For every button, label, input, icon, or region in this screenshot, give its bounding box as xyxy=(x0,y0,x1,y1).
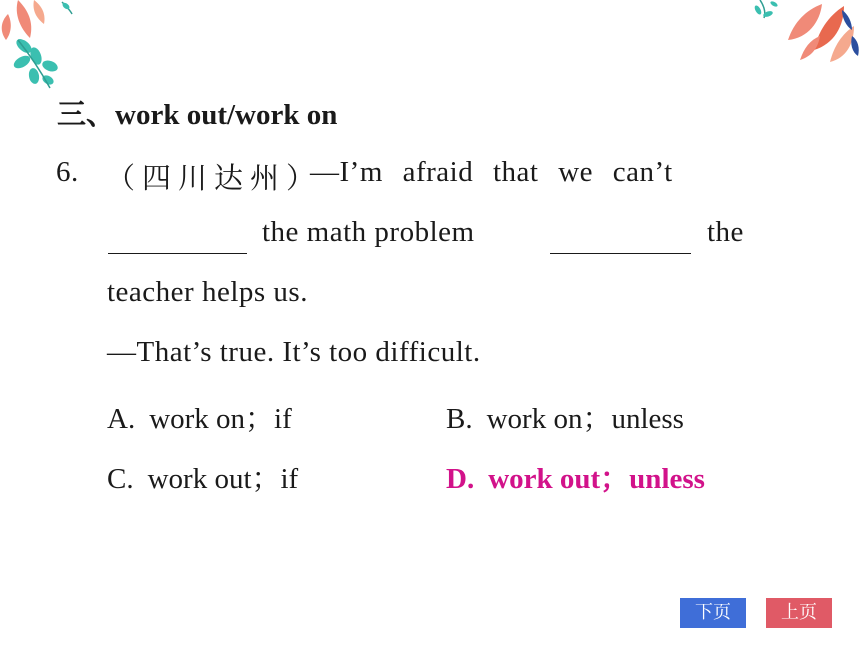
option-c xyxy=(107,456,298,497)
section-heading: 三、work out/work on xyxy=(57,99,338,131)
question-line-3: teacher helps us. xyxy=(107,276,308,308)
option-b-letter: B. xyxy=(446,403,473,435)
question-number: 6. xyxy=(56,156,79,188)
question-line-2-end: the xyxy=(707,216,744,248)
option-a-letter: A. xyxy=(107,403,136,435)
question-line-2-middle: the math problem xyxy=(262,216,475,248)
option-d-answer xyxy=(446,456,705,497)
answer-blank-2 xyxy=(550,253,691,254)
leaf-decoration-top-left xyxy=(0,0,95,95)
option-c-text: work out；if xyxy=(147,463,299,495)
question-line-1: —I’m afraid that we can’t xyxy=(310,156,673,188)
leaf-decoration-top-right xyxy=(730,0,860,75)
previous-page-button[interactable]: 上页 xyxy=(766,598,832,628)
option-c-letter: C. xyxy=(107,463,134,495)
option-a-text: work on；if xyxy=(149,403,292,435)
option-b xyxy=(446,396,684,437)
next-page-button[interactable]: 下页 xyxy=(680,598,746,628)
question-line-4: —That’s true. It’s too difficult. xyxy=(107,336,481,368)
option-b-text: work on；unless xyxy=(486,403,684,435)
option-d-letter: D. xyxy=(446,463,475,495)
option-a xyxy=(107,396,292,437)
question-source: （四川达州） xyxy=(106,163,323,195)
option-d-text: work out；unless xyxy=(488,463,705,495)
answer-blank-1 xyxy=(108,253,247,254)
